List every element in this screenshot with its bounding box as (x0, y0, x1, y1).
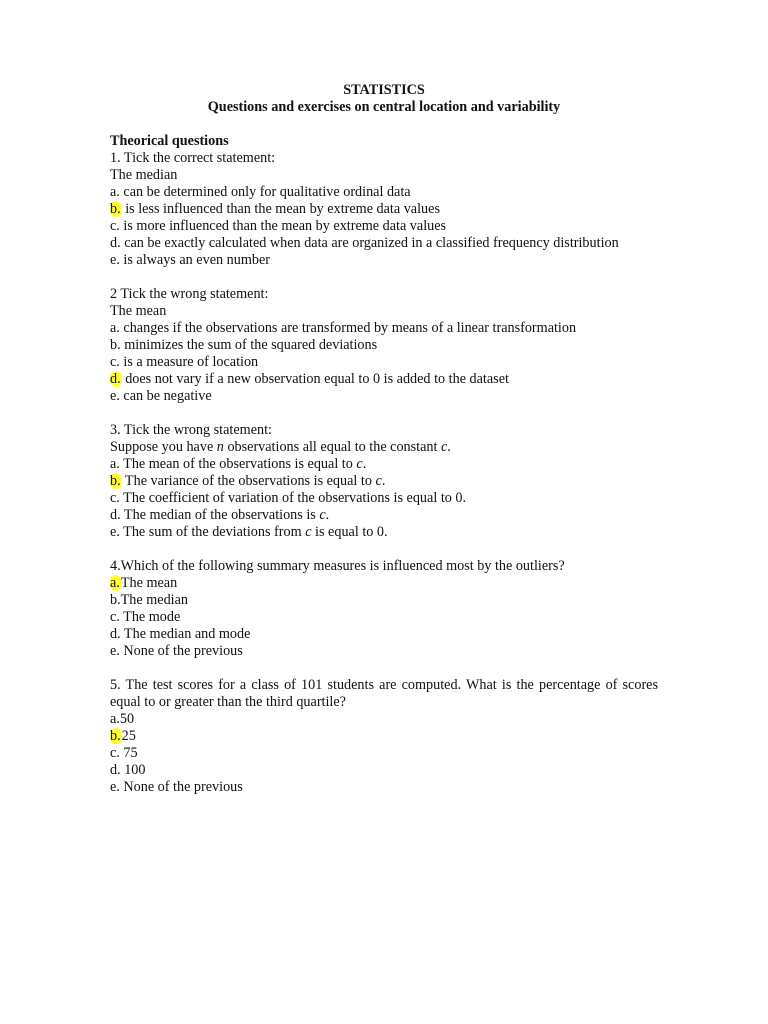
option-letter: e. (110, 252, 120, 268)
question-4 (110, 558, 658, 660)
option-d (110, 507, 658, 524)
option-letter: a. (110, 711, 120, 727)
option-text: can be determined only for qualitative ordinal data (119, 184, 411, 200)
question-prompt: 5. The test scores for a class of 101 students are computed. What is the percentage of scores equal to or greater than the third quartile? (110, 677, 658, 710)
option-text: None of the previous (119, 779, 243, 795)
option-text: . (325, 507, 330, 523)
document-title: STATISTICS (343, 82, 425, 98)
variable-n: n (216, 439, 224, 455)
option-letter: c. (110, 218, 120, 234)
option-text: is more influenced than the mean by extreme data values (119, 218, 447, 234)
option-b (110, 592, 658, 609)
question-stem (110, 439, 658, 456)
document-page (110, 82, 658, 813)
document-subtitle: Questions and exercises on central location and variability (207, 99, 561, 115)
variable-c: c (375, 473, 382, 489)
option-text: The variance of the observations is equal to (121, 473, 376, 489)
question-stem: The median (110, 167, 178, 183)
option-text: can be negative (119, 388, 212, 404)
option-letter: a. (110, 456, 120, 472)
stem-text: . (447, 439, 451, 455)
option-text: is always an even number (119, 252, 270, 268)
option-c (110, 490, 658, 507)
option-letter: d. (110, 626, 121, 642)
option-b-answer (110, 201, 658, 218)
question-5 (110, 677, 658, 796)
option-text: is a measure of location (119, 354, 259, 370)
option-text: The median of the observations is (120, 507, 320, 523)
option-letter: d. (110, 235, 121, 251)
question-prompt: 1. Tick the correct statement: (110, 150, 276, 166)
option-letter: e. (110, 643, 120, 659)
option-letter: c. (110, 609, 120, 625)
option-text: The mean of the observations is equal to (119, 456, 357, 472)
option-text: The mode (119, 609, 181, 625)
question-3 (110, 422, 658, 541)
option-text: 50 (119, 711, 135, 727)
section-heading: Theorical questions (110, 133, 229, 149)
option-letter: a. (110, 320, 120, 336)
question-1 (110, 150, 658, 269)
question-prompt: 3. Tick the wrong statement: (110, 422, 272, 438)
option-text: The coefficient of variation of the observations is equal to 0. (119, 490, 467, 506)
option-letter: c. (110, 354, 120, 370)
option-a-answer (110, 575, 658, 592)
option-text: is equal to 0. (311, 524, 388, 540)
variable-c: c (440, 439, 448, 455)
option-e (110, 252, 658, 269)
option-a (110, 456, 658, 473)
question-stem: The mean (110, 303, 167, 319)
option-letter: e. (110, 524, 120, 540)
option-a (110, 711, 658, 728)
answer-highlight: a. (110, 575, 120, 591)
option-text: can be exactly calculated when data are organized in a classified frequency distribution (120, 235, 619, 251)
option-letter: d. (110, 507, 121, 523)
option-text: The sum of the deviations from (119, 524, 306, 540)
option-letter: d. (110, 762, 121, 778)
option-letter: e. (110, 779, 120, 795)
option-text: The median and mode (120, 626, 251, 642)
answer-highlight: d. (110, 371, 121, 387)
option-e (110, 524, 658, 541)
option-text: 75 (119, 745, 138, 761)
option-text: 25 (121, 728, 136, 744)
variable-c: c (305, 524, 312, 540)
option-letter: b. (110, 337, 121, 353)
option-text: changes if the observations are transformed by means of a linear transformation (119, 320, 577, 336)
option-text: None of the previous (119, 643, 243, 659)
option-text: . (362, 456, 367, 472)
option-text: minimizes the sum of the squared deviations (120, 337, 378, 353)
option-d (110, 626, 658, 643)
option-c (110, 218, 658, 235)
option-text: is less influenced than the mean by extreme data values (121, 201, 440, 217)
stem-text: Suppose you have (110, 439, 217, 455)
option-text: The median (120, 592, 189, 608)
answer-highlight: b. (110, 473, 121, 489)
question-prompt: 2 Tick the wrong statement: (110, 286, 269, 302)
option-letter: a. (110, 184, 120, 200)
option-text: . (381, 473, 386, 489)
option-b-answer (110, 473, 658, 490)
option-text: The mean (120, 575, 178, 591)
answer-highlight: b. (110, 201, 121, 217)
option-d (110, 762, 658, 779)
option-c (110, 354, 658, 371)
option-letter: b. (110, 592, 121, 608)
option-a (110, 184, 658, 201)
stem-text: observations all equal to the constant (223, 439, 441, 455)
option-c (110, 609, 658, 626)
question-2 (110, 286, 658, 405)
option-letter: c. (110, 745, 120, 761)
variable-c: c (356, 456, 363, 472)
option-text: does not vary if a new observation equal to 0 is added to the dataset (121, 371, 509, 387)
variable-c: c (319, 507, 326, 523)
option-e (110, 779, 658, 796)
option-a (110, 320, 658, 337)
option-d (110, 235, 658, 252)
option-b (110, 337, 658, 354)
option-c (110, 745, 658, 762)
question-prompt: 4.Which of the following summary measures is influenced most by the outliers? (110, 558, 565, 574)
option-b-answer (110, 728, 658, 745)
option-e (110, 388, 658, 405)
option-text: 100 (120, 762, 146, 778)
option-letter: c. (110, 490, 120, 506)
option-d-answer (110, 371, 658, 388)
option-letter: e. (110, 388, 120, 404)
answer-highlight: b. (110, 728, 121, 744)
option-e (110, 643, 658, 660)
